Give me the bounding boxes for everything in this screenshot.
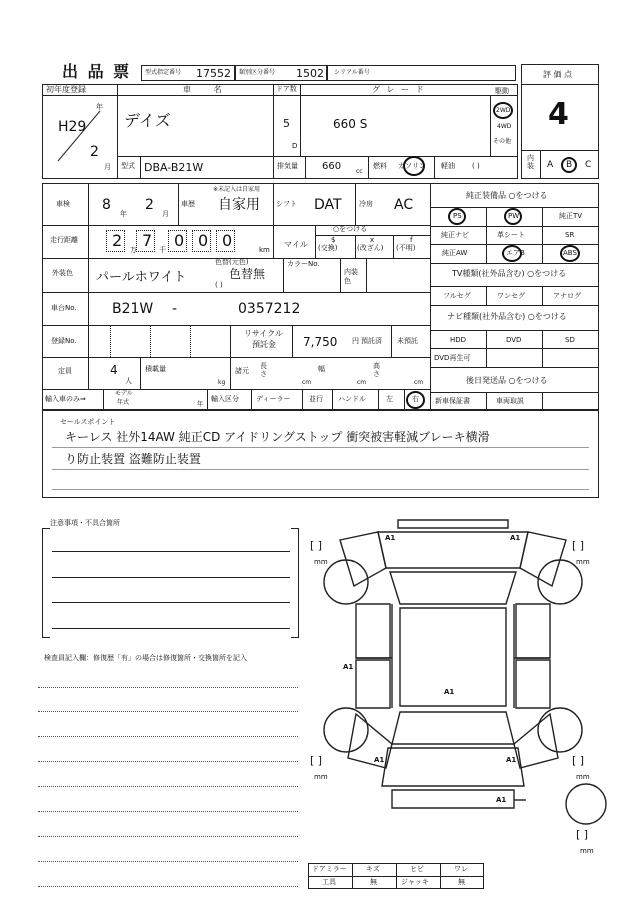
recycle-unit: 円: [352, 337, 359, 345]
displacement-label: 排気量: [277, 162, 298, 170]
grade-value: 660 S: [333, 117, 368, 131]
inspector-line-4: [38, 761, 298, 762]
left-rear-door: [356, 660, 390, 708]
car-name: デイズ: [124, 111, 171, 130]
left-front-door: [356, 604, 390, 658]
import-year-unit: 年: [197, 401, 204, 408]
shift-v: [273, 183, 274, 225]
import-parallel: 並行: [309, 395, 323, 403]
mileage-opt2b: (改ざん): [357, 244, 384, 252]
top-header-line: [42, 95, 518, 96]
navi-line-2: [430, 348, 599, 349]
history-label: 車歴: [181, 200, 195, 208]
reg-cell-1: [110, 325, 111, 357]
history-value: 自家用: [218, 197, 260, 213]
later-warranty: 新車保証書: [435, 397, 470, 405]
length-cm: cm: [302, 379, 312, 386]
tv-oneseg: ワンセグ: [497, 292, 525, 300]
page-title: 出 品 票: [62, 62, 132, 81]
fuel-label: 燃料: [373, 162, 387, 170]
sales-rule-3: [52, 489, 589, 490]
interior-c: C: [585, 160, 592, 170]
hist-v: [178, 183, 179, 225]
fuel-v2: [434, 156, 435, 179]
later-title: 後日発送品 ○をつける: [466, 376, 548, 385]
right-rear-quarter: [514, 714, 558, 768]
disp-v: [273, 156, 274, 179]
import-handle-label: ハンドル: [338, 395, 366, 403]
recycle-not-deposited: 未預託: [397, 337, 418, 345]
mileage-digit-3: 0: [174, 231, 185, 250]
sales-points-line-2: り防止装置 盗難防止装置: [65, 452, 201, 466]
inspector-line-6: [38, 811, 298, 812]
equip-pw: PW: [508, 212, 520, 220]
legend-header-crack: ヒビ: [410, 865, 424, 873]
windshield: [390, 572, 516, 604]
interior-b: B: [566, 160, 573, 170]
drive-label: 駆動: [495, 87, 509, 95]
chassis-number: 0357212: [238, 301, 301, 317]
equip-airbag: エアB: [506, 249, 525, 257]
tv-fullseg: フルセグ: [443, 292, 471, 300]
import-v2: [207, 389, 208, 410]
mile-v3: [355, 235, 356, 258]
registration-label: 登録No.: [51, 337, 77, 345]
recycle-deposited: 預託済: [361, 337, 382, 345]
tread-bracket-spare: [ ]: [576, 828, 589, 841]
hood-panel: [378, 532, 528, 568]
later-v2: [542, 392, 543, 410]
mile-v4: [393, 235, 394, 258]
legend-tools-value: 無: [370, 878, 377, 886]
navi-v1: [486, 330, 487, 367]
sales-rule-1: [52, 447, 589, 448]
navi-dvd: DVD: [506, 336, 522, 344]
model-cert-number: 17552: [196, 67, 231, 80]
month-unit: 月: [104, 163, 111, 171]
damage-mark-left-side: A1: [343, 663, 354, 671]
inspector-line-2: [38, 711, 298, 712]
door-unit: D: [292, 142, 298, 150]
spare-wheel: [566, 784, 606, 824]
interior-divider: [521, 150, 599, 151]
year-unit: 年: [96, 103, 103, 111]
attention-line-4: [52, 628, 290, 629]
mm-rear-right: mm: [576, 773, 590, 781]
equip-navi: 純正ナビ: [441, 231, 469, 239]
drive-2wd-circle: [493, 102, 513, 119]
top-v4: [490, 95, 491, 156]
mileage-label: 走行距離: [50, 236, 78, 244]
doors-value: 5: [283, 117, 290, 130]
import-v7: [404, 389, 405, 410]
import-right: 右: [412, 395, 419, 403]
navi-line: [430, 330, 599, 331]
inspector-label: 検査員記入欄：修復歴「有」の場合は修復箇所・交換箇所を記入: [44, 654, 247, 662]
drive-2wd: 2WD: [496, 107, 511, 114]
top-lower-line: [117, 156, 518, 157]
rating-value: 4: [548, 97, 569, 132]
load-v: [140, 357, 141, 389]
row-line-5: [42, 357, 430, 358]
chassis-label: 車台No.: [51, 304, 77, 312]
legend-tools: 工具: [322, 878, 336, 886]
attention-label: 注意事項・不具合箇所: [50, 519, 120, 527]
import-model-year-2: 年式: [117, 399, 130, 406]
damage-mark-rear-right: A1: [506, 756, 517, 764]
sales-points-line-1: キーレス 社外14AW 純正CD アイドリングストップ 衝突被害軽減ブレーキ横滑: [65, 430, 490, 444]
model-cert-label: 型式指定番号: [145, 69, 182, 76]
recycle-v2: [292, 325, 293, 357]
later-line: [430, 392, 599, 393]
left-rear-quarter: [348, 714, 392, 768]
color-no-label: カラーNo.: [287, 260, 320, 268]
shift-label: シフト: [276, 200, 297, 208]
navi-line-3: [430, 367, 599, 368]
mileage-man: 万: [130, 246, 137, 254]
model-code: DBA-B21W: [144, 161, 204, 174]
navi-sd: SD: [565, 336, 575, 344]
inspection-month-unit: 月: [162, 210, 169, 218]
inspector-line-1: [38, 687, 298, 688]
legend-v1: [352, 863, 353, 889]
interior-label: 内装: [527, 154, 534, 170]
dvd-playback: DVD再生可: [434, 354, 471, 362]
tv-title: TV種類(社外品含む) ○をつける: [452, 269, 567, 278]
import-v3: [251, 389, 252, 410]
mileage-km: km: [259, 246, 270, 254]
mileage-opt2a: x: [370, 236, 375, 244]
mile-v: [273, 225, 274, 258]
tread-bracket-rear-left: [ ]: [310, 754, 323, 767]
interior-vdiv: [540, 150, 541, 179]
load-kg: kg: [218, 379, 226, 386]
inspector-line-3: [38, 736, 298, 737]
equip-airbag-circle: [502, 245, 522, 262]
equip-pw-circle: [504, 208, 522, 225]
eq-line-2: [430, 226, 599, 227]
inspection-month: 2: [145, 197, 154, 213]
right-rear-door: [516, 660, 550, 708]
import-dealer: ディーラー: [256, 395, 291, 403]
fuel-light-oil: 軽油: [441, 162, 455, 170]
attention-line-3: [52, 602, 290, 603]
reg-cell-3: [190, 325, 191, 357]
recycle-label-1: リサイクル: [244, 329, 283, 338]
mm-front-right: mm: [576, 558, 590, 566]
rear-glass: [392, 712, 514, 744]
displacement-value: 660: [322, 161, 342, 172]
mileage-digit-5: 0: [222, 231, 233, 250]
tv-analog: アナログ: [553, 292, 581, 300]
fuel-other: ( ): [472, 162, 480, 170]
right-front-fender: [520, 532, 566, 586]
serial-label: シリアル番号: [334, 69, 370, 76]
dims-v: [230, 357, 231, 389]
label-col: [88, 183, 89, 389]
height-label: 高さ: [373, 362, 380, 378]
recycle-label-2: 預託金: [252, 340, 276, 349]
model-v: [140, 156, 141, 179]
trunk-panel: [382, 748, 524, 786]
later-v1: [486, 392, 487, 410]
damage-mark-roof: A1: [444, 688, 455, 696]
import-v6: [378, 389, 379, 410]
model-label: 型式: [121, 162, 135, 170]
damage-mark-front-left: A1: [385, 534, 396, 542]
detail-split: [430, 183, 431, 410]
class-number: 1502: [296, 67, 324, 80]
capacity-unit: 人: [125, 377, 132, 385]
color-change-value: 色替無: [229, 267, 266, 281]
legend-header-break: ワレ: [454, 865, 468, 873]
equip-ps: PS: [453, 212, 462, 220]
equip-aw: 純正AW: [442, 249, 468, 257]
equipment-title: 純正装備品 ○をつける: [466, 191, 548, 200]
history-note: ※未記入は自家用: [213, 186, 261, 193]
mileage-digit-4: 0: [198, 231, 209, 250]
recycle-v: [230, 325, 231, 357]
length-label: 長さ: [260, 362, 267, 378]
interior-a: A: [547, 160, 554, 170]
tv-line: [430, 286, 599, 287]
left-front-fender: [340, 532, 386, 586]
navi-title: ナビ種類(社外品含む) ○をつける: [447, 312, 567, 321]
shift-value: DAT: [314, 197, 342, 213]
sales-points-label: セールスポイント: [60, 418, 116, 426]
doors-label: ドア数: [276, 85, 297, 93]
equip-ps-circle: [448, 208, 466, 225]
mile-label: マイル: [284, 240, 308, 249]
intcolor-v: [340, 258, 341, 292]
chassis-dash: -: [172, 301, 178, 317]
row-line-4: [42, 325, 430, 326]
legend-jack: ジャッキ: [401, 878, 429, 886]
drive-4wd: 4WD: [497, 123, 512, 130]
equip-leather: 革シート: [497, 231, 525, 239]
import-class-label: 輸入区分: [211, 395, 239, 403]
import-v1: [103, 389, 104, 410]
inspector-line-5: [38, 786, 298, 787]
tv-line-2: [430, 305, 599, 306]
later-manual: 車両取説: [496, 397, 524, 405]
equip-tv: 純正TV: [559, 212, 583, 220]
inspector-line-7: [38, 836, 298, 837]
top-v2: [273, 84, 274, 156]
right-rear-wheel: [538, 708, 582, 752]
damage-mark-rear-left: A1: [374, 756, 385, 764]
rating-divider: [521, 84, 599, 85]
import-v5: [332, 389, 333, 410]
top-v1: [117, 84, 118, 179]
top-v3: [300, 84, 301, 156]
attention-line-1: [52, 551, 290, 552]
chassis-prefix: B21W: [112, 301, 154, 317]
color-value: パールホワイト: [96, 270, 187, 285]
inspector-line-9: [38, 886, 298, 887]
recycle-v3: [391, 325, 392, 357]
first-reg-month: 2: [90, 144, 99, 160]
damage-mark-rear-bumper: A1: [496, 796, 507, 804]
attention-bracket-left: [42, 528, 50, 638]
sales-rule-2: [52, 469, 589, 470]
fuel-gasoline-circle: [403, 156, 425, 176]
first-reg-label: 初年度登録: [46, 85, 86, 94]
interior-color-label: 内装色: [344, 268, 358, 286]
grade-label: グ レ ー ド: [372, 85, 426, 94]
mm-front-left: mm: [314, 558, 328, 566]
cc-unit: cc: [356, 168, 363, 175]
interior-b-circle: [561, 157, 577, 173]
width-label: 幅: [318, 365, 325, 373]
ac-label: 冷房: [359, 200, 373, 208]
import-right-circle: [406, 391, 425, 409]
ac-v: [355, 183, 356, 225]
import-model-year-1: モデル: [115, 390, 133, 397]
inspection-year-unit: 年: [120, 210, 127, 218]
eq-v2: [542, 207, 543, 263]
equip-sr: SR: [565, 231, 575, 239]
damage-mark-front-right: A1: [510, 534, 521, 542]
capacity-value: 4: [110, 363, 118, 377]
equip-abs: ABS: [563, 249, 577, 257]
capacity-label: 定員: [58, 367, 72, 375]
tread-bracket-front-left: [ ]: [310, 539, 323, 552]
color-label: 外装色: [52, 269, 73, 277]
first-reg-year: H29: [58, 119, 87, 135]
class-label: 類別区分番号: [239, 69, 276, 76]
rating-label: 評 価 点: [543, 70, 573, 79]
car-damage-diagram: [300, 508, 610, 868]
fuel-v: [368, 156, 369, 179]
height-cm: cm: [414, 379, 424, 386]
dims-label: 諸元: [235, 367, 249, 375]
navi-hdd: HDD: [450, 336, 467, 344]
mileage-digit-1: 2: [112, 231, 123, 250]
mileage-digit-2: 7: [142, 231, 153, 250]
front-bumper: [398, 520, 508, 528]
right-front-door: [516, 604, 550, 658]
eq-v1: [486, 207, 487, 263]
legend-v3: [440, 863, 441, 889]
equip-abs-circle: [560, 245, 580, 262]
mile-v2: [315, 225, 316, 258]
legend-header-mirror: ドアミラー: [312, 865, 347, 873]
width-cm: cm: [357, 379, 367, 386]
inspector-line-8: [38, 861, 298, 862]
car-name-label: 車 名: [183, 85, 232, 94]
mileage-opt3b: (不明): [396, 244, 416, 252]
mileage-sen: 千: [159, 246, 166, 254]
reg-slash: [52, 105, 108, 165]
left-rear-wheel: [324, 708, 368, 752]
tread-bracket-rear-right: [ ]: [572, 754, 585, 767]
mileage-circle-note: ○をつける: [333, 225, 368, 233]
colorno-v: [283, 258, 284, 292]
color-change-paren: ( ): [215, 281, 223, 289]
mm-spare: mm: [580, 847, 594, 855]
mm-rear-left: mm: [314, 773, 328, 781]
row-line-1: [42, 225, 430, 226]
tread-bracket-front-right: [ ]: [572, 539, 585, 552]
row-line-3: [42, 292, 430, 293]
intcolor-v2: [366, 258, 367, 292]
row-line-6: [42, 389, 430, 390]
fuel-gasoline: ガソリン: [398, 162, 426, 170]
legend-header-scratch: キズ: [366, 865, 380, 873]
import-v4: [302, 389, 303, 410]
mileage-opt3a: f: [410, 236, 413, 244]
recycle-value: 7,750: [303, 335, 338, 349]
load-label: 積載量: [145, 365, 166, 373]
mileage-opt1a: $: [331, 236, 336, 244]
ac-value: AC: [394, 197, 414, 213]
navi-v2: [542, 330, 543, 367]
legend-v2: [396, 863, 397, 889]
attention-bracket-right: [291, 528, 299, 638]
inspection-year: 8: [102, 197, 111, 213]
color-change-label: 色替(元色): [215, 258, 249, 266]
reg-cell-2: [150, 325, 151, 357]
legend-jack-value: 無: [458, 878, 465, 886]
drive-other: その他: [493, 138, 512, 145]
disp-v2: [305, 156, 306, 179]
import-label: 輸入車のみ⇒: [45, 395, 86, 403]
attention-line-2: [52, 577, 290, 578]
eq-line-4: [430, 263, 599, 264]
inspection-label: 車検: [56, 200, 70, 208]
tv-v2: [542, 286, 543, 305]
tv-v1: [486, 286, 487, 305]
mileage-opt1b: (交換): [318, 244, 338, 252]
import-left: 左: [386, 395, 393, 403]
